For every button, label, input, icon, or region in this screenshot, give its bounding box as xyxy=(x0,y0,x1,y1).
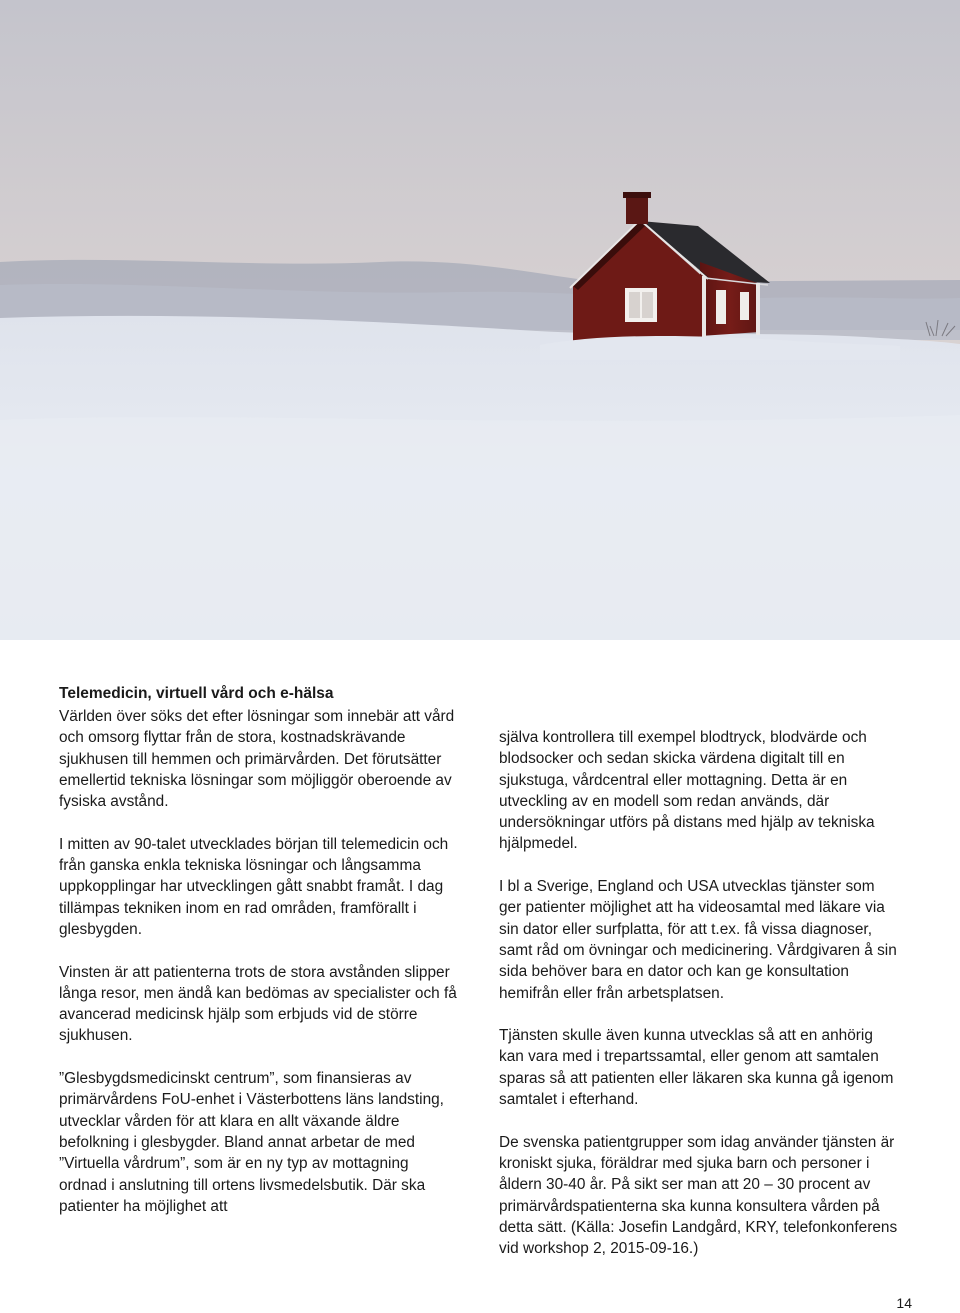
paragraph: Världen över söks det efter lösningar som innebär att vård och omsorg flyttar från de stora, kostnadskrävande sjukhusen till hemmen och primärvården. Det förutsätter emellertid tekniska lösningar som möjliggör oberoende av fysiska avstånd. xyxy=(59,708,455,811)
paragraph: I bl a Sverige, England och USA utvecklas tjänster som ger patienter möjlighet att ha videosamtal med läkare via sin dator eller surfplatta, för att t.ex. få vissa diagnoser, samt råd om övningar och medicinering. Vårdgivaren å sin sida behöver bara en dator och kan ge konsultation hemifrån eller från arbetsplatsen. xyxy=(499,878,897,1002)
paragraph: I mitten av 90-talet utvecklades början till telemedicin och från ganska enkla tekniska lösningar och långsamma uppkopplingar har utvecklingen gått snabbt framåt. I dag tillämpas tekniken inom en rad områden, framförallt i glesbygden. xyxy=(59,835,449,938)
paragraph: De svenska patientgrupper som idag använder tjänsten är kroniskt sjuka, föräldrar med sjuka barn och personer i åldern 30-40 år. På sikt ser man att 20 – 30 procent av primärvårdspatienterna ska kunna konsultera vården på detta sätt. (Källa: Josefin Landgård, KRY, telefonkonferens vid workshop 2, 2015-09-16.) xyxy=(499,1133,898,1258)
right-column xyxy=(499,727,899,1281)
left-column xyxy=(59,706,459,1238)
paragraph: själva kontrollera till exempel blodtryck, blodvärde och blodsocker och sedan skicka värdena digitalt till en sjukstuga, vårdcentral eller mottagning. Detta är en utveckling av en modell som redan används, där undersökningar utförs på distans med hjälp av tekniska hjälpmedel. xyxy=(499,729,875,853)
article-heading: Telemedicin, virtuell vård och e-hälsa xyxy=(59,685,334,702)
paragraph: Tjänsten skulle även kunna utvecklas så att en anhörig kan vara med i trepartssamtal, eller genom att samtalen sparas så att patienten eller läkaren ska kunna gå igenom samtalet i efterhand. xyxy=(499,1027,894,1109)
page-number: 14 xyxy=(896,1295,912,1311)
snow-landscape-photo xyxy=(0,0,960,640)
paragraph: ”Glesbygdsmedicinskt centrum”, som finansieras av primärvårdens FoU-enhet i Västerbottens läns landsting, utvecklar vården för att klara en allt växande äldre befolkning i glesbygder. Bland annat arbetar de med ”Virtuella vårdrum”, som är en ny typ av mottagning ordnad i anslutning till ortens livsmedelsbutik. Där ska patienter ha möjlighet att xyxy=(59,1070,444,1215)
paragraph: Vinsten är att patienterna trots de stora avstånden slipper långa resor, men ändå kan bedömas av specialister och få avancerad medicinsk hjälp som erbjuds vid de större sjukhusen. xyxy=(59,963,457,1045)
